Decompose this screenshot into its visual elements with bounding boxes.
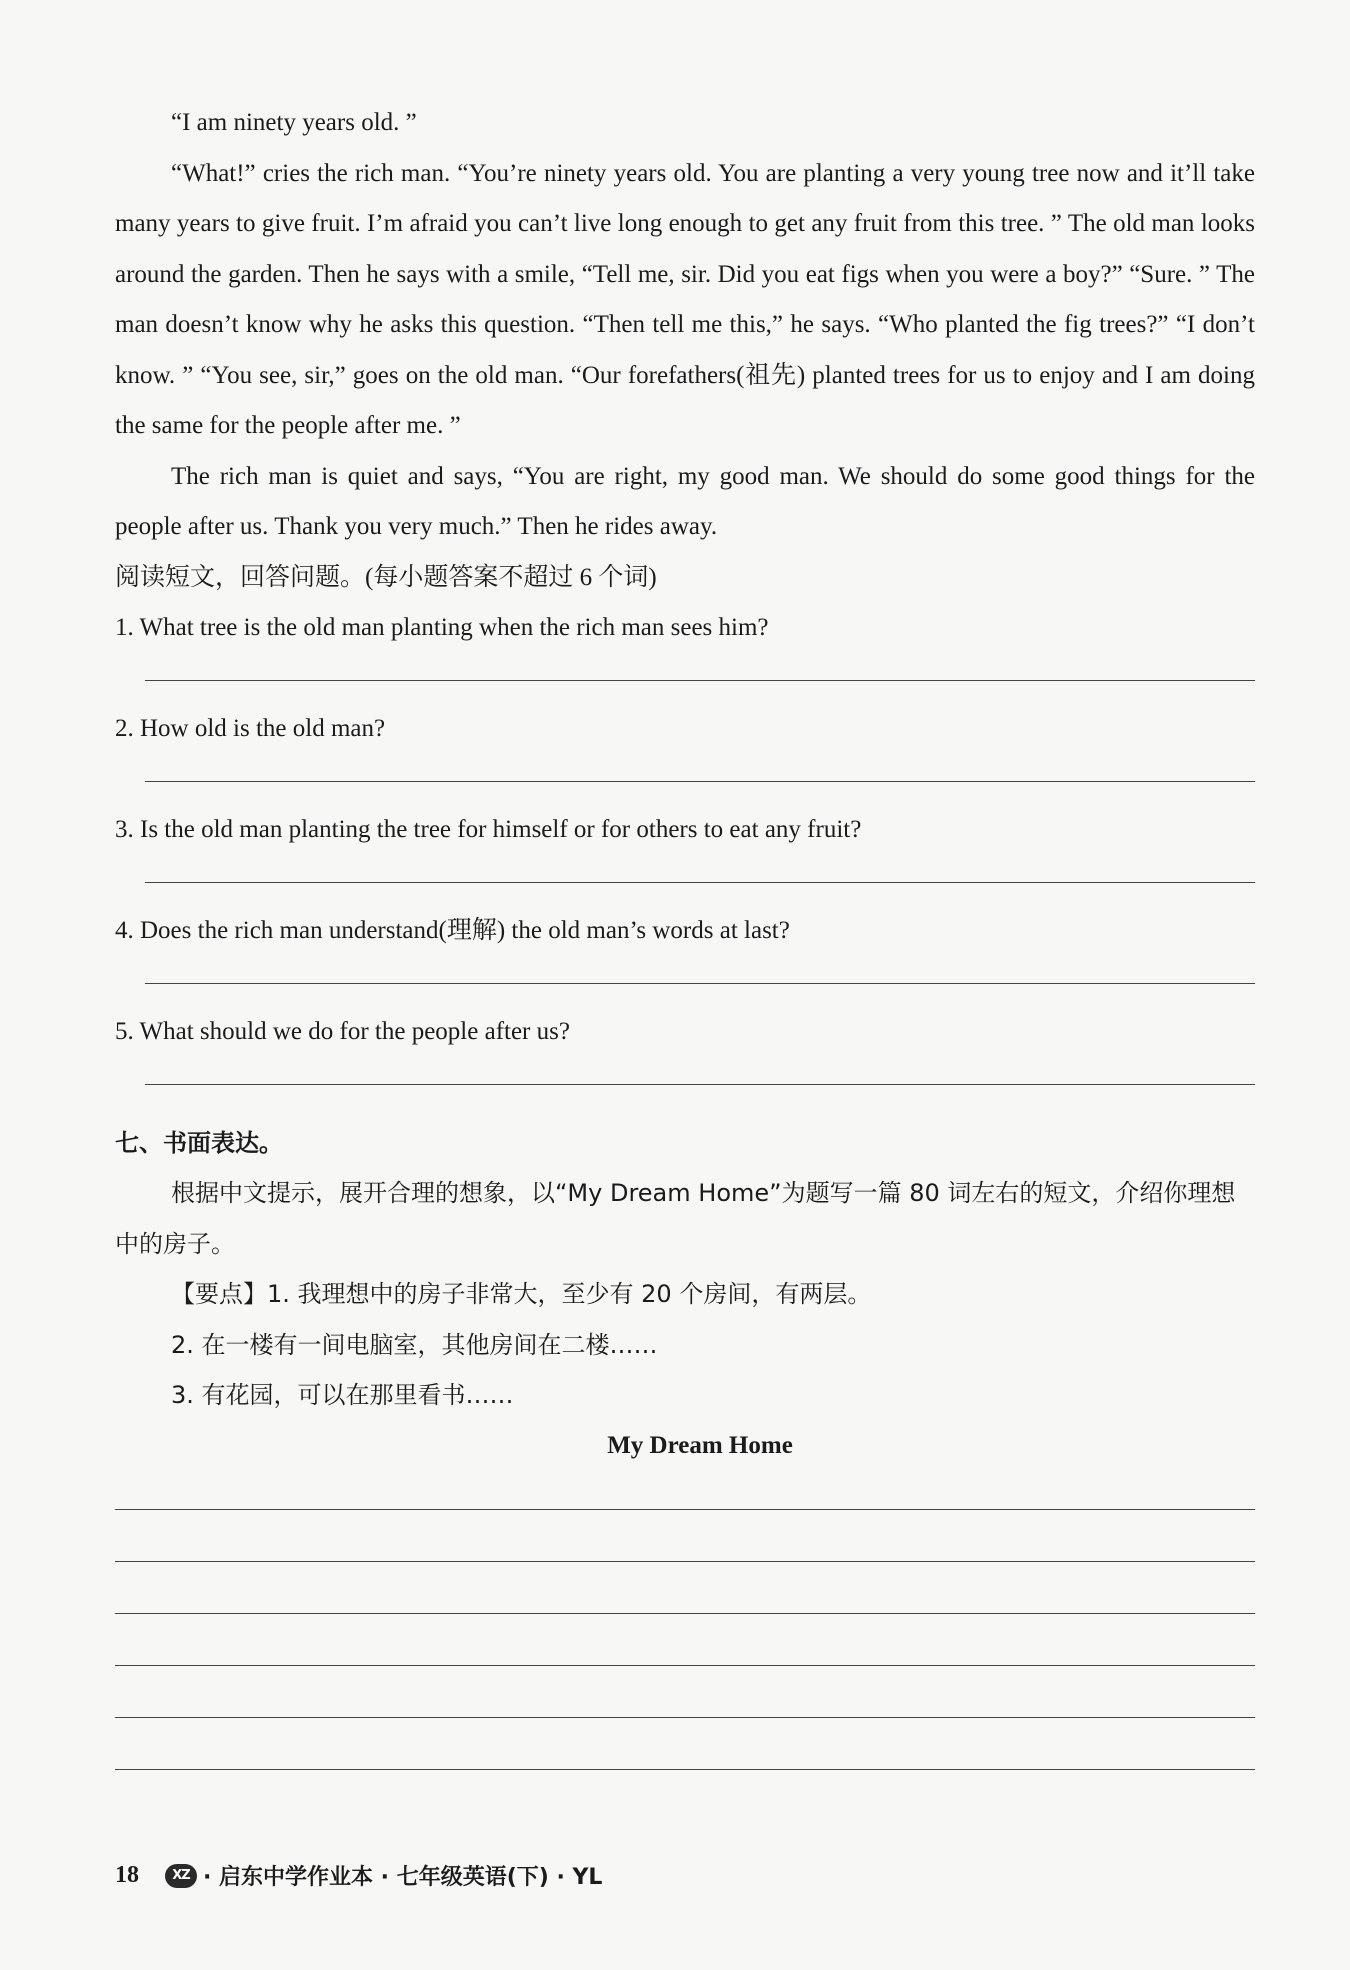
book-title: · 启东中学作业本 · 七年级英语(下) · YL xyxy=(203,1865,603,1890)
question-block-4 xyxy=(115,906,1255,1007)
writing-line-1[interactable] xyxy=(115,1509,1255,1510)
writing-line-4[interactable] xyxy=(115,1665,1255,1666)
question-5: 5. What should we do for the people after us? xyxy=(115,1018,570,1045)
question-block-2 xyxy=(115,704,1255,805)
answer-line-1[interactable] xyxy=(145,680,1255,681)
passage-paragraph-3: The rich man is quiet and says, “You are right, my good man. We should do some good things for the people after us. Thank you very much.” Then he rides away. xyxy=(115,462,1255,540)
question-3: 3. Is the old man planting the tree for himself or for others to eat any fruit? xyxy=(115,816,862,843)
page-number: 18 xyxy=(115,1862,139,1888)
question-4: 4. Does the rich man understand(理解) the old man’s words at last? xyxy=(115,917,790,944)
question-2: 2. How old is the old man? xyxy=(115,715,386,742)
question-block-5 xyxy=(115,1007,1255,1108)
writing-line-5[interactable] xyxy=(115,1717,1255,1718)
passage-paragraph-1: “I am ninety years old. ” xyxy=(171,109,417,136)
page-footer xyxy=(115,1860,602,1891)
question-block-3 xyxy=(115,805,1255,906)
reading-instruction: 阅读短文，回答问题。(每小题答案不超过 6 个词) xyxy=(115,563,657,591)
writing-point-3: 3. 有花园，可以在那里看书…… xyxy=(171,1381,514,1409)
writing-line-3[interactable] xyxy=(115,1613,1255,1614)
writing-prompt: 根据中文提示，展开合理的想象，以“My Dream Home”为题写一篇 80 词左右的短文，介绍你理想中的房子。 xyxy=(115,1179,1236,1258)
passage-paragraph-2: “What!” cries the rich man. “You’re ninety years old. You are planting a very young tree now and it’ll take many years to give fruit. I’m afraid you can’t live long enough to get any fruit from this tree. ” The old man looks around the garden. Then he says with a smile, “Tell me, sir. Did you eat figs when you were a boy?” “Sure. ” The man doesn’t know why he asks this question. “Then tell me this,” he says. “Who planted the fig trees?” “I don’t know. ” “You see, sir,” goes on the old man. “Our forefathers(祖先) planted trees for us to enjoy and I am doing the same for the people after me. ” xyxy=(115,159,1255,439)
publisher-logo-icon: XZ xyxy=(165,1864,197,1888)
content-area xyxy=(115,98,1255,1770)
question-block-1 xyxy=(115,603,1255,704)
writing-section-title: 七、书面表达。 xyxy=(115,1129,283,1157)
writing-point-2: 2. 在一楼有一间电脑室，其他房间在二楼…… xyxy=(171,1330,658,1359)
essay-title: My Dream Home xyxy=(607,1431,793,1459)
writing-point-1: 【要点】1. 我理想中的房子非常大，至少有 20 个房间，有两层。 xyxy=(171,1280,872,1308)
writing-line-6[interactable] xyxy=(115,1769,1255,1770)
answer-line-4[interactable] xyxy=(145,983,1255,984)
question-1: 1. What tree is the old man planting when the rich man sees him? xyxy=(115,614,769,641)
answer-line-5[interactable] xyxy=(145,1084,1255,1085)
answer-line-3[interactable] xyxy=(145,882,1255,883)
writing-line-2[interactable] xyxy=(115,1561,1255,1562)
answer-line-2[interactable] xyxy=(145,781,1255,782)
